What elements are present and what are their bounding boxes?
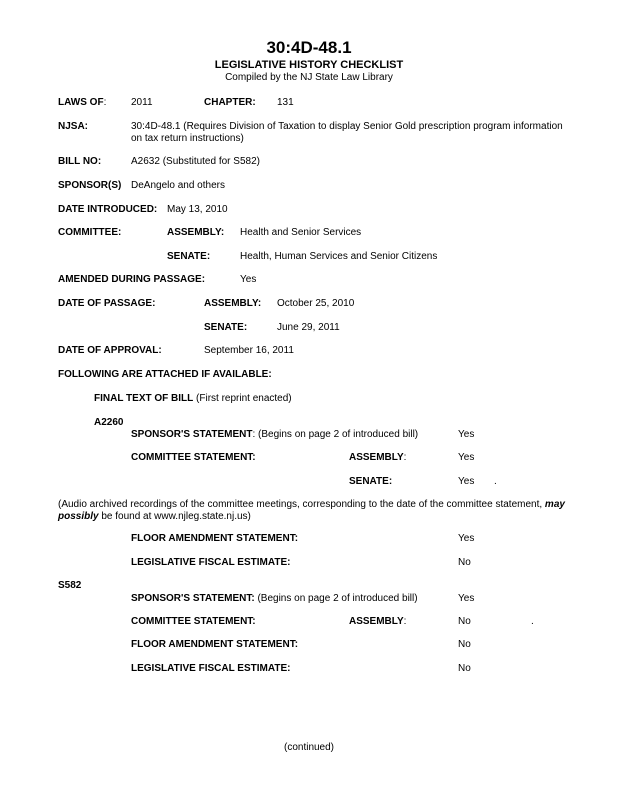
a2260-floor-label: FLOOR AMENDMENT STATEMENT:: [131, 533, 299, 544]
laws-of-label: LAWS OF:: [58, 97, 107, 108]
a2260-fiscal-label: LEGISLATIVE FISCAL ESTIMATE:: [131, 557, 291, 568]
bill-no-value: A2632 (Substituted for S582): [131, 156, 260, 167]
s582-floor-label: FLOOR AMENDMENT STATEMENT:: [131, 639, 299, 650]
attached-heading: FOLLOWING ARE ATTACHED IF AVAILABLE:: [58, 369, 272, 380]
a2260-bill-label: A2260: [94, 417, 124, 428]
a2260-sponsor-statement: SPONSOR'S STATEMENT: (Begins on page 2 of introduced bill): [131, 429, 419, 440]
a2260-floor-value: Yes: [458, 533, 475, 544]
chapter-label: CHAPTER:: [204, 97, 256, 108]
page-title: 30:4D-48.1: [266, 38, 352, 57]
s582-fiscal-value: No: [458, 663, 471, 674]
a2260-sponsor-value: Yes: [458, 429, 475, 440]
approval-label: DATE OF APPROVAL:: [58, 345, 162, 356]
passage-label: DATE OF PASSAGE:: [58, 298, 156, 309]
amended-value: Yes: [240, 274, 257, 285]
s582-assembly-value: No: [458, 616, 471, 627]
a2260-assembly-label: ASSEMBLY:: [349, 452, 407, 463]
chapter-value: 131: [277, 97, 294, 108]
a2260-committee-label: COMMITTEE STATEMENT:: [131, 452, 256, 463]
committee-assembly-label: ASSEMBLY:: [167, 227, 225, 238]
amended-label: AMENDED DURING PASSAGE:: [58, 274, 206, 285]
njsa-value: 30:4D-48.1 (Requires Division of Taxation to display Senior Gold prescription program information on tax return instructions): [131, 121, 563, 144]
a2260-senate-label: SENATE:: [349, 476, 393, 487]
audio-note: (Audio archived recordings of the committee meetings, corresponding to the date of the committee statement, may possibly be found at www.njleg.state.nj.us): [58, 499, 565, 522]
s582-sponsor-statement: SPONSOR'S STATEMENT: (Begins on page 2 of introduced bill): [131, 593, 418, 604]
passage-assembly-value: October 25, 2010: [277, 298, 355, 309]
compiled-by: Compiled by the NJ State Law Library: [225, 72, 393, 83]
continued-note: (continued): [283, 742, 335, 753]
njsa-label: NJSA:: [58, 121, 89, 132]
a2260-senate-value: Yes: [458, 476, 475, 487]
approval-value: September 16, 2011: [204, 345, 294, 356]
bill-no-label: BILL NO:: [58, 156, 102, 167]
audio-note-emphasis: may possibly: [58, 499, 565, 522]
committee-label: COMMITTEE:: [58, 227, 122, 238]
s582-floor-value: No: [458, 639, 471, 650]
s582-committee-label: COMMITTEE STATEMENT:: [131, 616, 256, 627]
s582-bill-label: S582: [58, 580, 82, 591]
committee-assembly-value: Health and Senior Services: [240, 227, 362, 238]
s582-assembly-label: ASSEMBLY:: [349, 616, 407, 627]
final-text: FINAL TEXT OF BILL (First reprint enacted): [94, 393, 292, 404]
s582-sponsor-value: Yes: [458, 593, 475, 604]
committee-senate-value: Health, Human Services and Senior Citizens: [240, 251, 438, 262]
sponsor-label: SPONSOR(S): [58, 180, 122, 191]
date-introduced-label: DATE INTRODUCED:: [58, 204, 158, 215]
sponsor-value: DeAngelo and others: [131, 180, 225, 191]
passage-senate-value: June 29, 2011: [277, 322, 340, 333]
date-introduced-value: May 13, 2010: [167, 204, 228, 215]
passage-assembly-label: ASSEMBLY:: [204, 298, 262, 309]
committee-senate-label: SENATE:: [167, 251, 211, 262]
s582-fiscal-label: LEGISLATIVE FISCAL ESTIMATE:: [131, 663, 291, 674]
a2260-assembly-value: Yes: [458, 452, 475, 463]
a2260-senate-dot: .: [494, 476, 497, 487]
page-subtitle: LEGISLATIVE HISTORY CHECKLIST: [214, 59, 404, 71]
a2260-fiscal-value: No: [458, 557, 471, 568]
laws-of-value: 2011: [131, 97, 153, 108]
s582-assembly-dot: .: [531, 616, 534, 627]
passage-senate-label: SENATE:: [204, 322, 248, 333]
